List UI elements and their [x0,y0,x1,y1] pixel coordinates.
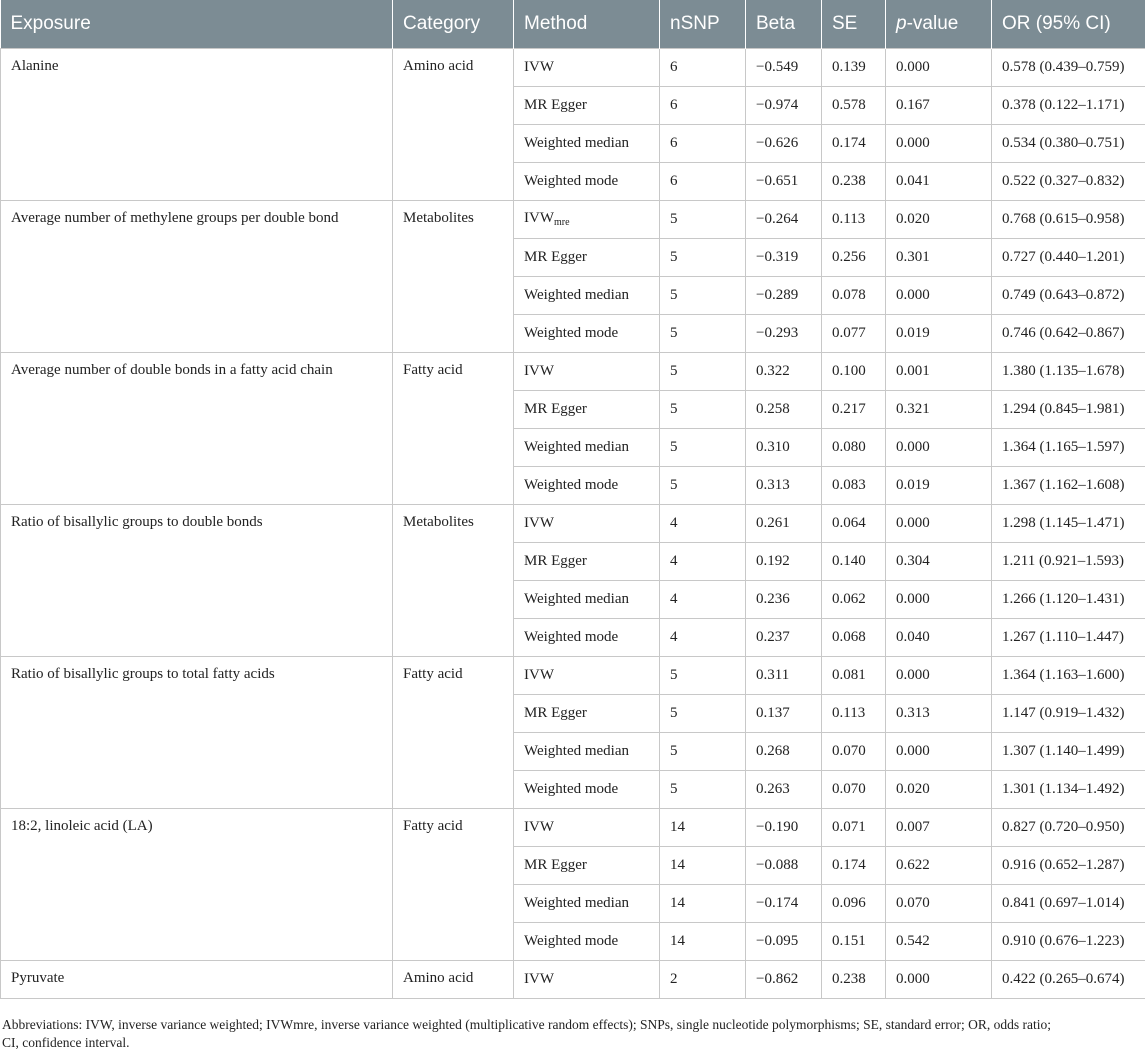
cell-nsnp: 5 [660,314,746,352]
cell-or-ci: 1.267 (1.110–1.447) [992,618,1145,656]
cell-method [514,618,660,656]
cell-category: Amino acid [393,960,514,998]
footnote [0,1016,1145,1052]
cell-beta: −0.862 [746,960,822,998]
cell-p-value: 0.000 [886,732,992,770]
table-row [1,200,1145,238]
cell-p-value: 0.167 [886,86,992,124]
cell-method-text: Weighted mode [524,324,619,341]
cell-se: 0.083 [822,466,886,504]
cell-method-text: Weighted median [524,134,630,151]
cell-p-value: 0.000 [886,276,992,314]
footnote-line-2: CI, confidence interval. [2,1035,130,1050]
cell-or-ci: 0.768 (0.615–0.958) [992,200,1145,238]
table-row [1,504,1145,542]
cell-method-text: IVW [524,970,554,987]
cell-nsnp: 14 [660,808,746,846]
cell-method-text: MR Egger [524,96,587,113]
cell-p-value: 0.020 [886,200,992,238]
cell-nsnp: 5 [660,352,746,390]
cell-or-ci: 1.266 (1.120–1.431) [992,580,1145,618]
cell-category: Fatty acid [393,808,514,960]
cell-beta: −0.293 [746,314,822,352]
cell-category: Amino acid [393,48,514,200]
cell-or-ci: 0.910 (0.676–1.223) [992,922,1145,960]
cell-nsnp: 6 [660,86,746,124]
cell-p-value: 0.304 [886,542,992,580]
cell-beta: 0.311 [746,656,822,694]
cell-se: 0.174 [822,846,886,884]
cell-or-ci: 1.211 (0.921–1.593) [992,542,1145,580]
cell-method [514,808,660,846]
cell-beta: −0.095 [746,922,822,960]
cell-or-ci: 0.727 (0.440–1.201) [992,238,1145,276]
cell-beta: 0.322 [746,352,822,390]
cell-method-text: IVW [524,666,554,683]
cell-beta: 0.258 [746,390,822,428]
cell-nsnp: 5 [660,390,746,428]
cell-se: 0.238 [822,162,886,200]
cell-method [514,542,660,580]
cell-p-value: 0.622 [886,846,992,884]
cell-or-ci: 1.147 (0.919–1.432) [992,694,1145,732]
cell-method-text: IVW [524,362,554,379]
cell-or-ci: 0.378 (0.122–1.171) [992,86,1145,124]
table-row [1,352,1145,390]
cell-nsnp: 5 [660,238,746,276]
cell-method [514,390,660,428]
cell-category: Fatty acid [393,352,514,504]
cell-p-value: 0.301 [886,238,992,276]
cell-p-value: 0.000 [886,48,992,86]
cell-nsnp: 14 [660,884,746,922]
cell-beta: −0.974 [746,86,822,124]
cell-beta: 0.268 [746,732,822,770]
cell-nsnp: 4 [660,504,746,542]
cell-p-value: 0.041 [886,162,992,200]
cell-or-ci: 0.916 (0.652–1.287) [992,846,1145,884]
cell-or-ci: 0.534 (0.380–0.751) [992,124,1145,162]
cell-se: 0.113 [822,200,886,238]
cell-method-text: MR Egger [524,704,587,721]
cell-method [514,352,660,390]
cell-method-text: MR Egger [524,400,587,417]
cell-method-text: Weighted mode [524,780,619,797]
cell-or-ci: 1.298 (1.145–1.471) [992,504,1145,542]
cell-p-value: 0.000 [886,656,992,694]
cell-method [514,428,660,466]
cell-method-text: Weighted mode [524,476,619,493]
cell-exposure: Average number of methylene groups per double bond [1,200,393,352]
cell-se: 0.096 [822,884,886,922]
header-nsnp: nSNP [660,0,746,48]
cell-beta: 0.263 [746,770,822,808]
header-category: Category [393,0,514,48]
cell-p-value: 0.000 [886,960,992,998]
footnote-line-1: Abbreviations: IVW, inverse variance weighted; IVWmre, inverse variance weighted (multiplicative random effects); SNPs, single nucleotide polymorphisms; SE, standard error; OR, odds ratio; [2,1017,1051,1032]
cell-or-ci: 0.522 (0.327–0.832) [992,162,1145,200]
cell-method-text: MR Egger [524,856,587,873]
cell-se: 0.070 [822,732,886,770]
cell-se: 0.140 [822,542,886,580]
cell-method [514,314,660,352]
cell-nsnp: 5 [660,276,746,314]
cell-p-value: 0.019 [886,466,992,504]
cell-method-text: IVW [524,514,554,531]
cell-nsnp: 4 [660,542,746,580]
cell-nsnp: 5 [660,656,746,694]
cell-nsnp: 5 [660,770,746,808]
header-method: Method [514,0,660,48]
table-row [1,808,1145,846]
header-row [1,0,1145,48]
cell-beta: −0.626 [746,124,822,162]
cell-method [514,960,660,998]
cell-exposure: Ratio of bisallylic groups to double bonds [1,504,393,656]
cell-or-ci: 1.364 (1.165–1.597) [992,428,1145,466]
cell-se: 0.070 [822,770,886,808]
cell-method [514,694,660,732]
cell-p-value: 0.000 [886,428,992,466]
cell-exposure: 18:2, linoleic acid (LA) [1,808,393,960]
cell-beta: −0.174 [746,884,822,922]
cell-se: 0.068 [822,618,886,656]
cell-method [514,656,660,694]
cell-method [514,48,660,86]
cell-se: 0.081 [822,656,886,694]
header-exposure: Exposure [1,0,393,48]
cell-beta: −0.190 [746,808,822,846]
table-body [1,48,1145,998]
cell-nsnp: 6 [660,162,746,200]
header-se: SE [822,0,886,48]
cell-p-value: 0.000 [886,124,992,162]
cell-method-text: IVW [524,210,554,226]
cell-method-text: Weighted median [524,894,630,911]
cell-nsnp: 14 [660,922,746,960]
cell-se: 0.077 [822,314,886,352]
cell-p-value: 0.313 [886,694,992,732]
cell-method-subscript: mre [554,217,570,228]
cell-method [514,466,660,504]
cell-category: Fatty acid [393,656,514,808]
cell-beta: −0.319 [746,238,822,276]
cell-method-text: Weighted mode [524,932,619,949]
cell-se: 0.062 [822,580,886,618]
header-beta: Beta [746,0,822,48]
cell-nsnp: 6 [660,48,746,86]
header-p-value [886,0,992,48]
cell-se: 0.256 [822,238,886,276]
cell-or-ci: 0.749 (0.643–0.872) [992,276,1145,314]
cell-p-value: 0.001 [886,352,992,390]
cell-se: 0.080 [822,428,886,466]
cell-method-text: Weighted median [524,742,630,759]
cell-beta: 0.137 [746,694,822,732]
cell-nsnp: 5 [660,732,746,770]
cell-se: 0.174 [822,124,886,162]
cell-p-value: 0.040 [886,618,992,656]
cell-or-ci: 0.746 (0.642–0.867) [992,314,1145,352]
cell-or-ci: 0.578 (0.439–0.759) [992,48,1145,86]
header-p-rest: -value [906,12,959,34]
cell-method-text: IVW [524,818,554,835]
cell-p-value: 0.542 [886,922,992,960]
table-row [1,960,1145,998]
cell-beta: 0.237 [746,618,822,656]
cell-p-value: 0.000 [886,504,992,542]
table-header [1,0,1145,48]
header-or-ci: OR (95% CI) [992,0,1145,48]
table-row [1,48,1145,86]
cell-method [514,884,660,922]
cell-se: 0.113 [822,694,886,732]
cell-p-value: 0.007 [886,808,992,846]
cell-beta: 0.236 [746,580,822,618]
cell-nsnp: 5 [660,200,746,238]
cell-beta: −0.088 [746,846,822,884]
cell-method-text: IVW [524,58,554,75]
cell-nsnp: 14 [660,846,746,884]
cell-se: 0.238 [822,960,886,998]
cell-beta: 0.192 [746,542,822,580]
cell-method-text: Weighted mode [524,172,619,189]
cell-se: 0.100 [822,352,886,390]
cell-p-value: 0.070 [886,884,992,922]
cell-or-ci: 0.422 (0.265–0.674) [992,960,1145,998]
cell-method [514,922,660,960]
cell-nsnp: 2 [660,960,746,998]
cell-category: Metabolites [393,504,514,656]
cell-method-text: Weighted mode [524,628,619,645]
cell-method [514,732,660,770]
cell-p-value: 0.020 [886,770,992,808]
cell-or-ci: 1.364 (1.163–1.600) [992,656,1145,694]
cell-beta: −0.549 [746,48,822,86]
cell-se: 0.217 [822,390,886,428]
cell-method-text: Weighted median [524,438,630,455]
cell-exposure: Pyruvate [1,960,393,998]
cell-se: 0.578 [822,86,886,124]
cell-or-ci: 0.827 (0.720–0.950) [992,808,1145,846]
cell-beta: −0.289 [746,276,822,314]
cell-method [514,238,660,276]
cell-beta: 0.310 [746,428,822,466]
cell-beta: 0.313 [746,466,822,504]
cell-nsnp: 5 [660,466,746,504]
cell-se: 0.078 [822,276,886,314]
cell-or-ci: 1.294 (0.845–1.981) [992,390,1145,428]
cell-category: Metabolites [393,200,514,352]
table-row [1,656,1145,694]
cell-p-value: 0.019 [886,314,992,352]
cell-method-text: MR Egger [524,552,587,569]
cell-p-value: 0.321 [886,390,992,428]
cell-exposure: Alanine [1,48,393,200]
cell-nsnp: 5 [660,428,746,466]
header-p-italic: p [896,12,907,34]
cell-method [514,200,660,238]
cell-method [514,770,660,808]
cell-se: 0.064 [822,504,886,542]
cell-or-ci: 1.307 (1.140–1.499) [992,732,1145,770]
cell-method [514,276,660,314]
cell-method [514,162,660,200]
cell-method-text: Weighted median [524,590,630,607]
cell-beta: 0.261 [746,504,822,542]
cell-exposure: Average number of double bonds in a fatty acid chain [1,352,393,504]
cell-p-value: 0.000 [886,580,992,618]
cell-method [514,580,660,618]
cell-method-text: MR Egger [524,248,587,265]
cell-exposure: Ratio of bisallylic groups to total fatty acids [1,656,393,808]
cell-se: 0.151 [822,922,886,960]
cell-nsnp: 4 [660,618,746,656]
cell-beta: −0.264 [746,200,822,238]
cell-or-ci: 1.367 (1.162–1.608) [992,466,1145,504]
cell-or-ci: 0.841 (0.697–1.014) [992,884,1145,922]
cell-nsnp: 4 [660,580,746,618]
cell-or-ci: 1.380 (1.135–1.678) [992,352,1145,390]
cell-nsnp: 5 [660,694,746,732]
cell-method [514,86,660,124]
cell-method [514,124,660,162]
cell-beta: −0.651 [746,162,822,200]
cell-or-ci: 1.301 (1.134–1.492) [992,770,1145,808]
cell-nsnp: 6 [660,124,746,162]
cell-method-text: Weighted median [524,286,630,303]
cell-method [514,846,660,884]
cell-se: 0.071 [822,808,886,846]
cell-method [514,504,660,542]
cell-se: 0.139 [822,48,886,86]
